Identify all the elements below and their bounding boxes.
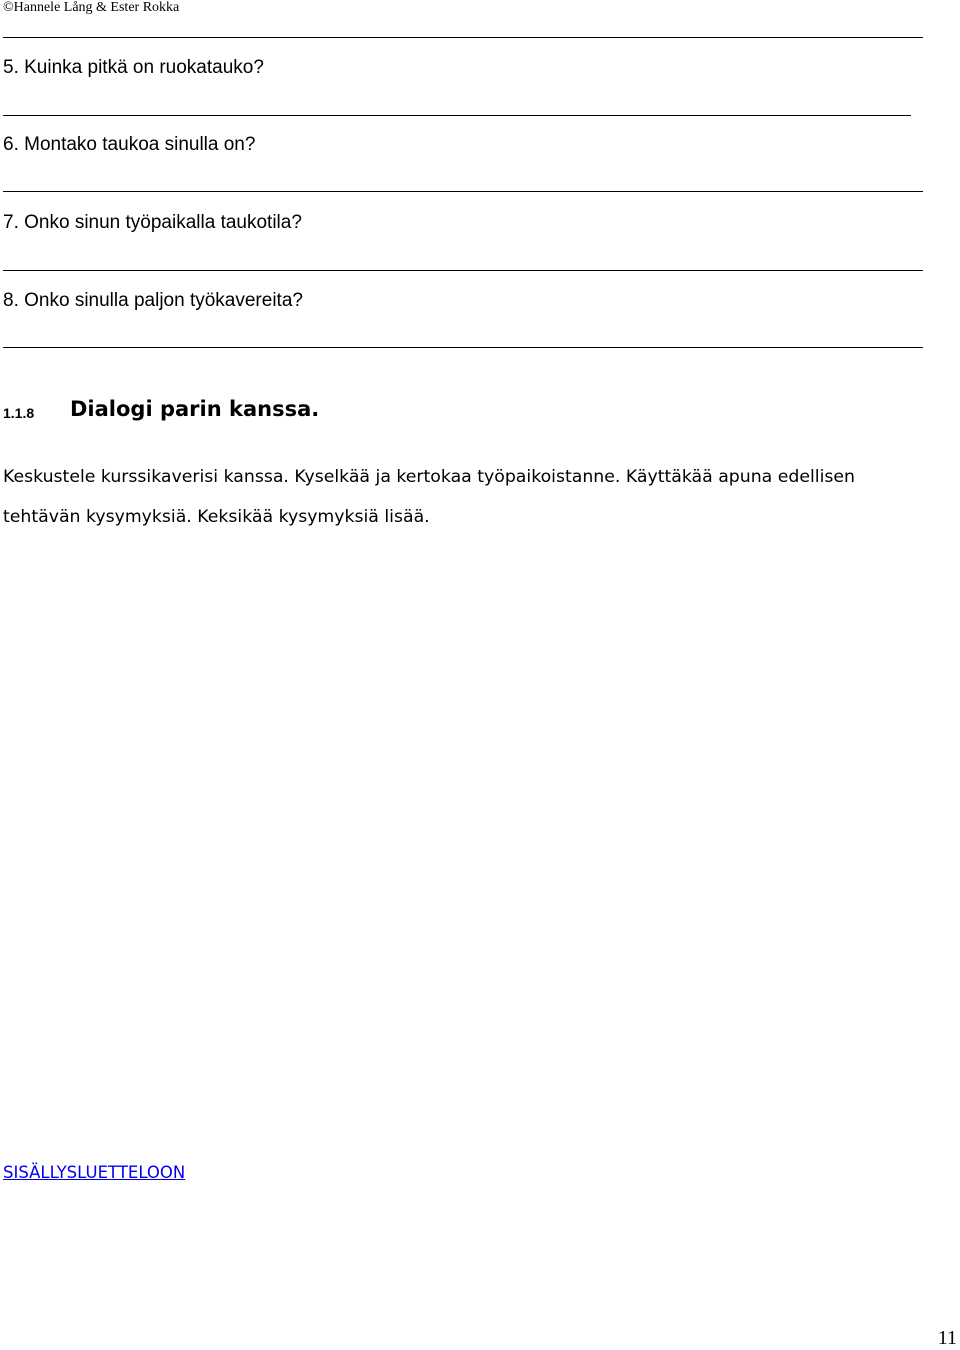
answer-line <box>3 270 923 271</box>
question-6: 6. Montako taukoa sinulla on? <box>3 134 256 155</box>
answer-line <box>3 191 923 192</box>
copyright-notice: ©Hannele Lång & Ester Rokka <box>3 0 180 15</box>
page-number: 11 <box>937 1327 957 1349</box>
question-5: 5. Kuinka pitkä on ruokatauko? <box>3 57 264 78</box>
answer-line <box>3 115 911 116</box>
question-7: 7. Onko sinun työpaikalla taukotila? <box>3 212 302 233</box>
answer-line <box>3 347 923 348</box>
section-title: Dialogi parin kanssa. <box>70 397 320 421</box>
answer-line <box>3 37 923 38</box>
table-of-contents-link[interactable]: SISÄLLYSLUETTELOON <box>3 1163 186 1182</box>
section-instruction: Keskustele kurssikaverisi kanssa. Kyselkää ja kertokaa työpaikoistanne. Käyttäkää apuna edellisen tehtävän kysymyksiä. Keksikää kysymyksiä lisää. <box>3 467 855 527</box>
section-number: 1.1.8 <box>3 405 35 421</box>
question-8: 8. Onko sinulla paljon työkavereita? <box>3 290 303 311</box>
